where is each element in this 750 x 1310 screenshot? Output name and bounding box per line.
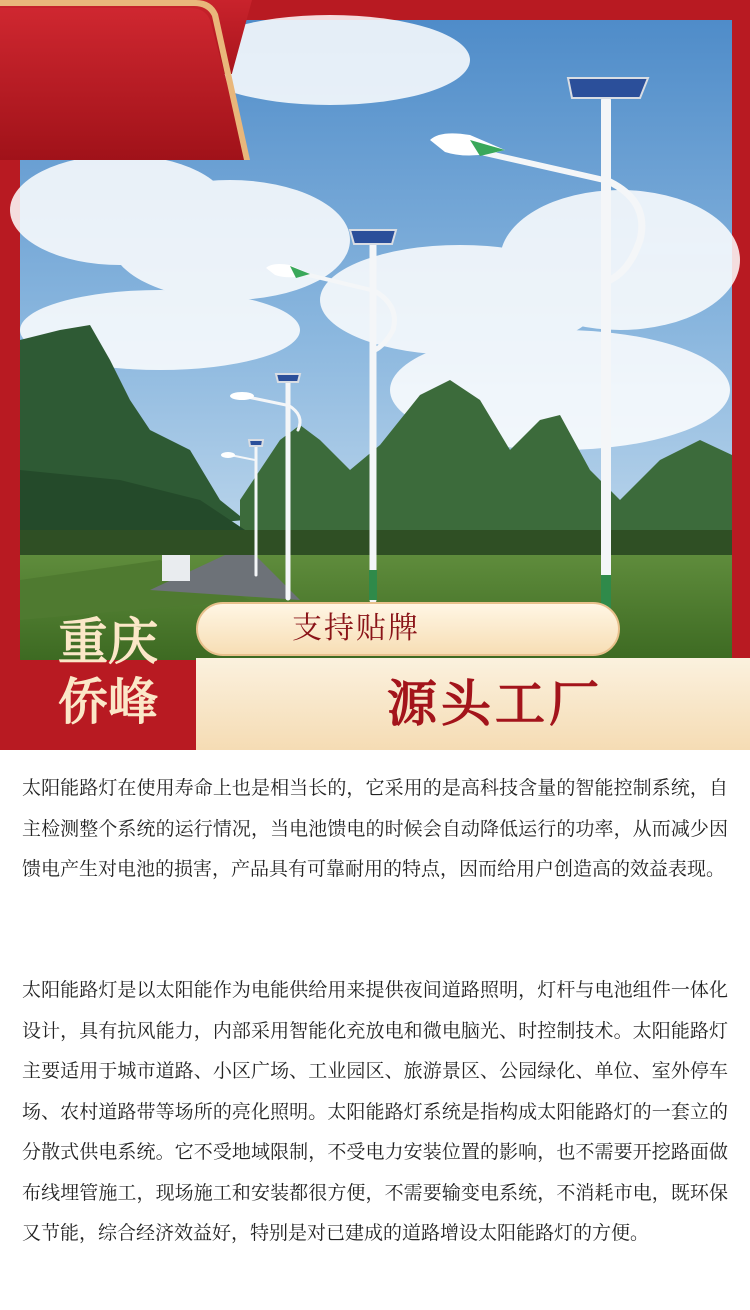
brand-banner-title: 重庆侨峰 (58, 613, 158, 731)
body-paragraph-1: 太阳能路灯在使用寿命上也是相当长的，它采用的是高科技含量的智能控制系统，自主检测整个系统的运行情况，当电池馈电的时候会自动降低运行的功率，从而减少因馈电产生对电池的损害，产品具有可靠耐用的特点，因而给用户创造高的效益表现。 (22, 777, 728, 880)
body-paragraph-2: 太阳能路灯是以太阳能作为电能供给用来提供夜间道路照明，灯杆与电池组件一体化设计，具有抗风能力，内部采用智能化充放电和微电脑光、时控制技术。太阳能路灯主要适用于城市道路、小区广场、工业园区、旅游景区、公园绿化、单位、室外停车场、农村道路带等场所的亮化照明。太阳能路灯系统是指构成太阳能路灯的一套立的分散式供电系统。它不受地域限制，不受电力安装位置的影响，也不需要开挖路面做布线埋管施工，现场施工和安装都很方便，不需要输变电系统，不消耗市电，既环保又节能，综合经济效益好，特别是对已建成的道路增设太阳能路灯的方便。 (22, 979, 728, 1244)
factory-strip-label: 源头工厂 (387, 675, 603, 733)
brand-banner-panel (0, 0, 250, 160)
oem-support-label: 支持贴牌 (292, 611, 420, 646)
